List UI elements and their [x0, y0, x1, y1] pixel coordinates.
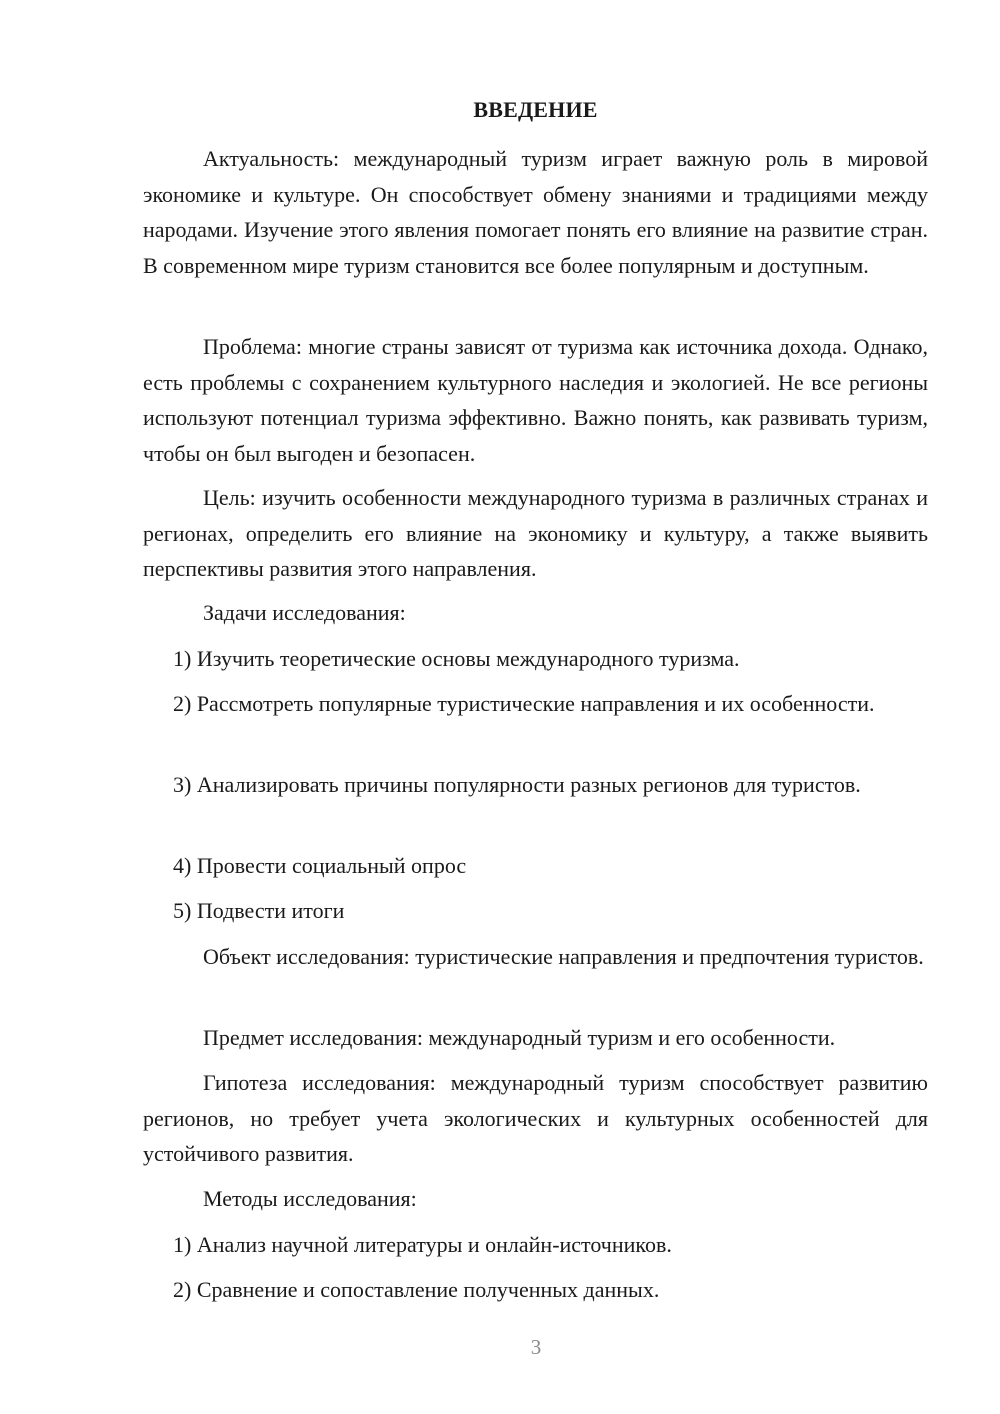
paragraph-relevance: Актуальность: международный туризм играет важную роль в мировой экономике и культуре. Он способствует обмену знаниями и традициями между народами. Изучение этого явления помогает понять его влияние на развитие стран. В современном мире туризм становится все более популярным и доступным.: [143, 146, 928, 278]
paragraph-object: Объект исследования: туристические направления и предпочтения туристов.: [203, 944, 924, 969]
method-item: 1) Анализ научной литературы и онлайн-источников.: [173, 1232, 672, 1257]
paragraph-hypothesis: Гипотеза исследования: международный туризм способствует развитию регионов, но требует учета экологических и культурных особенностей для устойчивого развития.: [143, 1070, 928, 1166]
task-item: 3) Анализировать причины популярности разных регионов для туристов.: [173, 772, 861, 797]
methods-heading: Методы исследования:: [203, 1186, 417, 1211]
task-item: 2) Рассмотреть популярные туристические направления и их особенности.: [173, 691, 875, 716]
paragraph-problem: Проблема: многие страны зависят от туризма как источника дохода. Однако, есть проблемы с сохранением культурного наследия и экологией. Не все регионы используют потенциал туризма эффективно. Важно понять, как развивать туризм, чтобы он был выгоден и безопасен.: [143, 334, 928, 466]
paragraph-subject: Предмет исследования: международный туризм и его особенности.: [203, 1025, 836, 1050]
method-item: 2) Сравнение и сопоставление полученных данных.: [173, 1277, 660, 1302]
task-item: 1) Изучить теоретические основы международного туризма.: [173, 646, 740, 671]
page-number: 3: [530, 1335, 542, 1359]
task-item: 4) Провести социальный опрос: [173, 853, 467, 878]
tasks-heading: Задачи исследования:: [203, 600, 406, 625]
task-item: 5) Подвести итоги: [173, 898, 345, 923]
paragraph-goal: Цель: изучить особенности международного туризма в различных странах и регионах, определить его влияние на экономику и культуру, а также выявить перспективы развития этого направления.: [143, 485, 928, 581]
page-title: ВВЕДЕНИЕ: [473, 97, 598, 122]
